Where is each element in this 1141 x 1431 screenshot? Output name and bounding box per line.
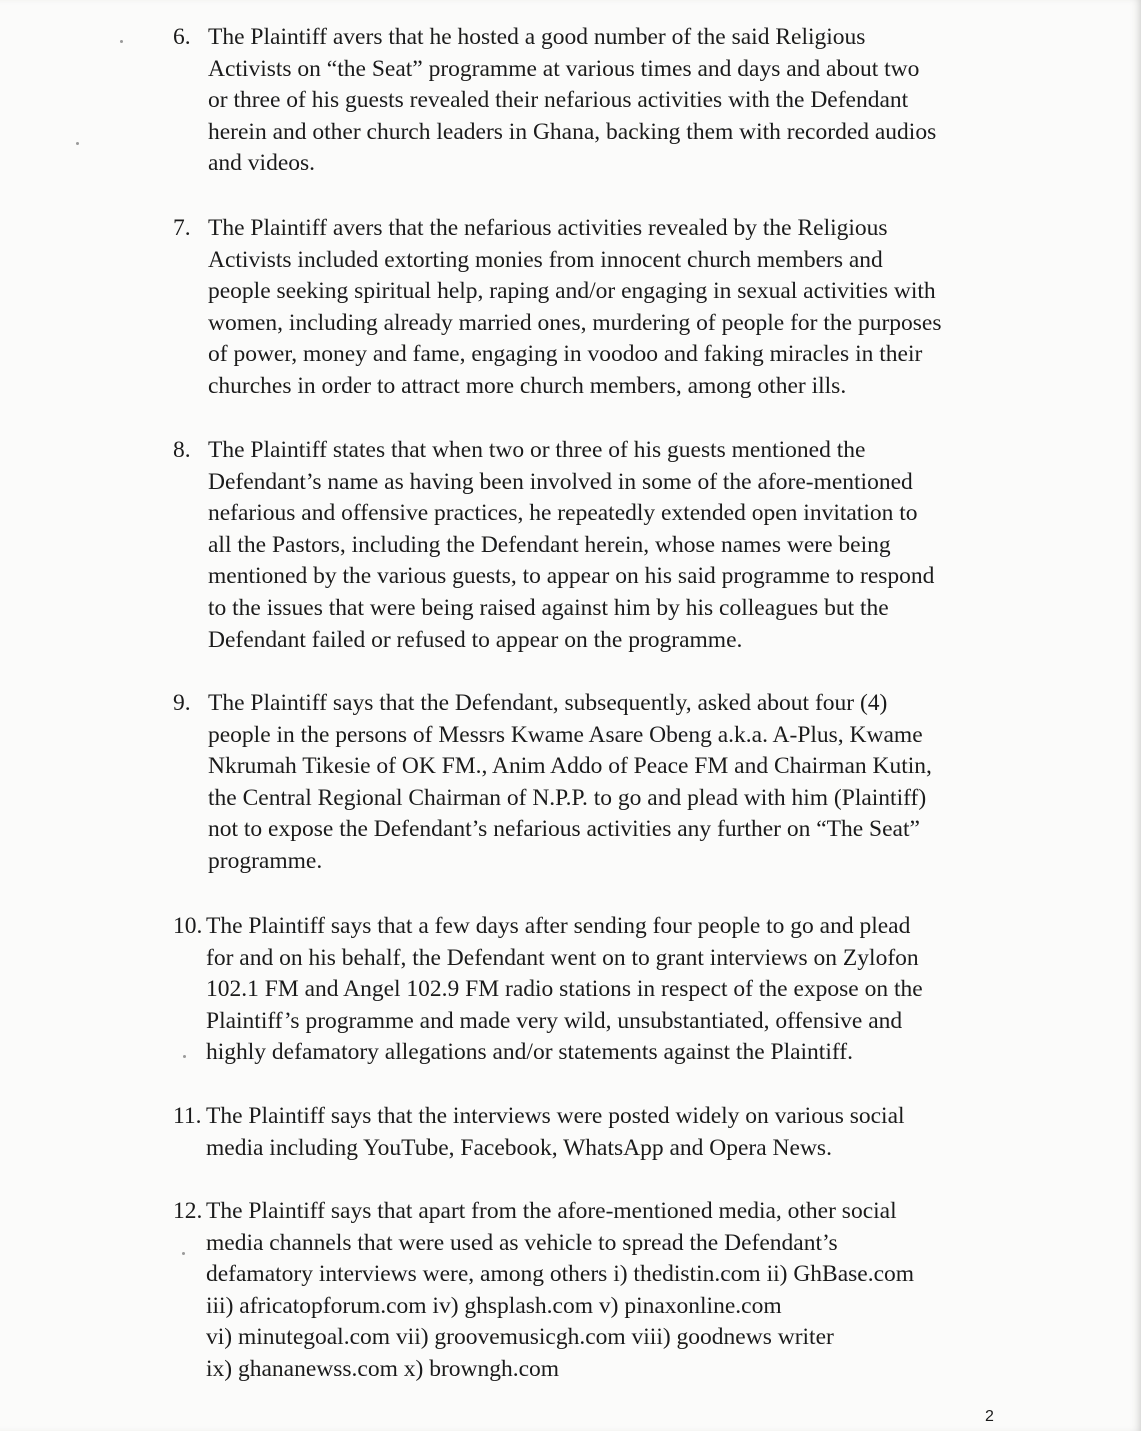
paragraph-9 <box>173 688 1013 878</box>
paragraph-text: The Plaintiff avers that the nefarious activities revealed by the Religious Activists included extorting monies from innocent church members and people seeking spiritual help, raping and/or engaging in sexual activities with women, including already married ones, murdering of people for the purposes of power, money and fame, engaging in voodoo and faking miracles in their churches in order to attract more church members, among other ills. <box>208 215 942 399</box>
paragraph-10 <box>173 911 1013 1069</box>
page-number: 2 <box>985 1408 994 1425</box>
paragraph-6 <box>173 22 1013 180</box>
paragraph-number: 11. <box>173 1103 202 1129</box>
scan-speck <box>76 142 79 145</box>
scan-speck <box>120 40 123 43</box>
paragraph-text: The Plaintiff avers that he hosted a good number of the said Religious Activists on “the Seat” programme at various times and days and about two or three of his guests revealed their nefarious activities with the Defendant herein and other church leaders in Ghana, backing them with recorded audios and videos. <box>208 24 937 177</box>
paragraph-number: 6. <box>173 24 191 50</box>
scan-speck <box>182 1252 185 1255</box>
paragraph-text: The Plaintiff states that when two or three of his guests mentioned the Defendant’s name as having been involved in some of the afore-mentioned nefarious and offensive practices, he repeatedly extended open invitation to all the Pastors, including the Defendant herein, whose names were being mentioned by the various guests, to appear on his said programme to respond to the issues that were being raised against him by his colleagues but the Defendant failed or refused to appear on the programme. <box>208 437 935 653</box>
paragraph-number: 10. <box>173 913 203 939</box>
paragraph-text: The Plaintiff says that apart from the afore-mentioned media, other social media channels that were used as vehicle to spread the Defendant’s defamatory interviews were, among others i) thedistin.com ii) GhBase.com iii) africatopforum.com iv) ghsplash.com v) pinaxonline.com vi) minutegoal.com vii) groovemusicgh.com viii) goodnews writer ix) ghananewss.com x) browngh.com <box>206 1198 915 1382</box>
paragraph-number: 8. <box>173 437 191 463</box>
paragraph-number: 7. <box>173 215 191 241</box>
scan-speck <box>183 1055 186 1058</box>
paragraph-number: 9. <box>173 690 191 716</box>
paragraph-11 <box>173 1101 1013 1164</box>
paragraph-text: The Plaintiff says that the interviews were posted widely on various social media including YouTube, Facebook, WhatsApp and Opera News. <box>206 1103 905 1161</box>
paragraph-number: 12. <box>173 1198 203 1224</box>
paragraph-text: The Plaintiff says that the Defendant, subsequently, asked about four (4) people in the persons of Messrs Kwame Asare Obeng a.k.a. A-Plus, Kwame Nkrumah Tikesie of OK FM., Anim Addo of Peace FM and Chairman Kutin, the Central Regional Chairman of N.P.P. to go and plead with him (Plaintiff) not to expose the Defendant’s nefarious activities any further on “The Seat” programme. <box>208 690 932 874</box>
paragraph-8 <box>173 435 1013 656</box>
paragraph-7 <box>173 213 1013 403</box>
paragraph-12 <box>173 1196 1013 1386</box>
paragraph-text: The Plaintiff says that a few days after sending four people to go and plead for and on his behalf, the Defendant went on to grant interviews on Zylofon 102.1 FM and Angel 102.9 FM radio stations in respect of the expose on the Plaintiff’s programme and made very wild, unsubstantiated, offensive and highly defamatory allegations and/or statements against the Plaintiff. <box>206 913 923 1066</box>
